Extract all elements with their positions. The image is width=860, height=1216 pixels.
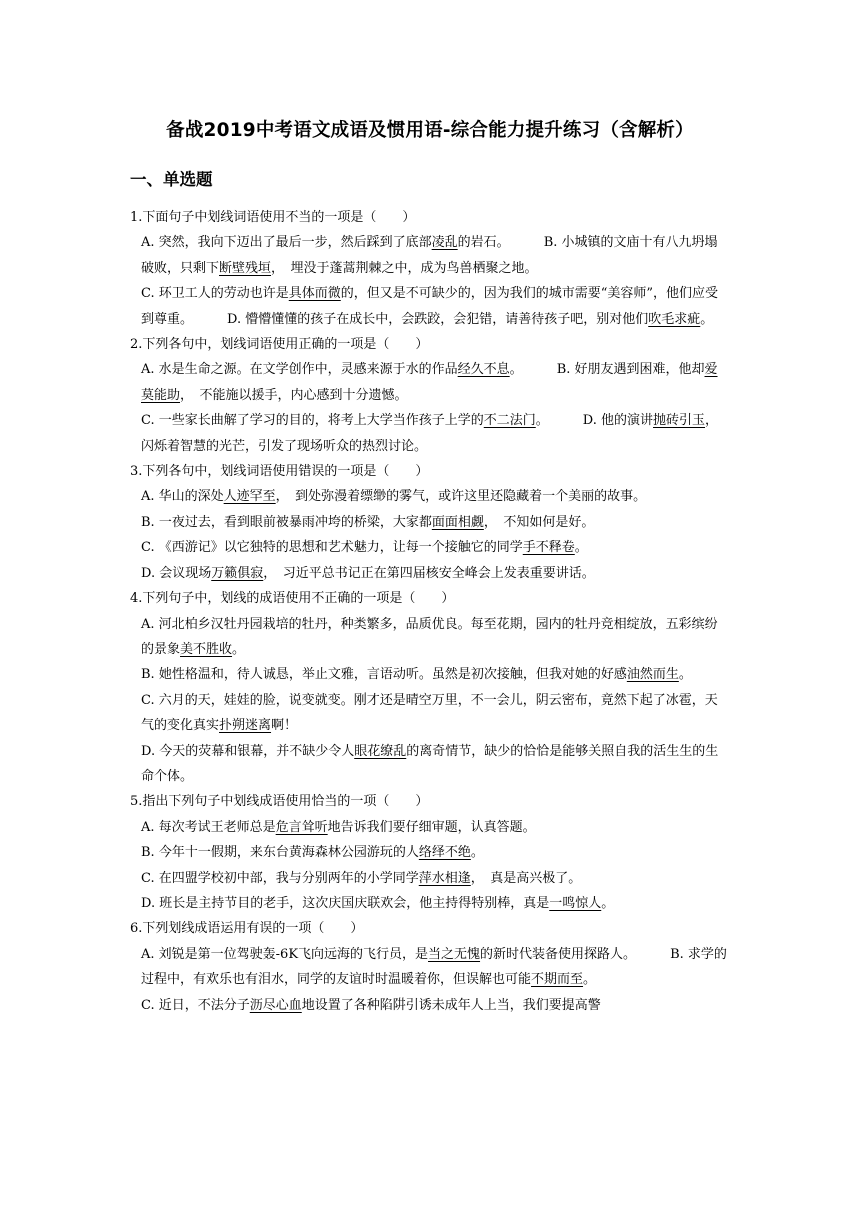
option-b-tail: 。: [583, 972, 597, 988]
option-c-tail: 啊！: [271, 718, 298, 734]
option-a-underlined: 当之无愧: [428, 946, 481, 962]
option-c: [141, 866, 730, 891]
option-a-underlined: 危言耸听: [275, 819, 328, 835]
question-1: [130, 205, 730, 332]
question-stem: 5.指出下列句子中划线成语使用恰当的一项（ ）: [130, 794, 429, 810]
option-b-tail: 。: [470, 845, 484, 861]
option-c-text: C. 近日，不法分子: [141, 997, 250, 1013]
option-b: [141, 510, 730, 535]
option-c-underlined: 不二法门: [483, 413, 536, 429]
option-c-text: C. 一些家长曲解了学习的目的，将考上大学当作孩子上学的: [141, 413, 484, 429]
option-c-text: C. 《西游记》以它独特的思想和艺术魅力，让每一个接触它的同学: [141, 540, 523, 556]
option-c-underlined: 扑朔迷离: [219, 718, 272, 734]
option-b-tail: ， 埋没于蓬蒿荆棘之中，成为鸟兽栖聚之地。: [271, 260, 538, 276]
option-d-text: D. 今天的荧幕和银幕，并不缺少令人: [141, 743, 355, 759]
option-a: [141, 612, 730, 663]
question-stem: 4.下列句子中，划线的成语使用不正确的一项是（ ）: [130, 591, 455, 607]
question-5: [130, 789, 730, 916]
option-d-underlined: 万籁俱寂: [211, 565, 264, 581]
option-a-tail: ， 到处弥漫着缥缈的雾气，或许这里还隐藏着一个美丽的故事。: [275, 489, 647, 505]
option-b-text: B. 小城镇的文庙十有八九坍塌破败，只剩下: [141, 235, 718, 276]
option-b-text: B. 好朋友遇到困难，他却: [556, 362, 705, 378]
option-a-text: A. 水是生命之源。在文学创作中，灵感来源于水的作品: [141, 362, 458, 378]
option-a-tail: 的新时代装备使用探路人。: [480, 946, 637, 962]
option-b-tail: ， 不能施以援手，内心感到十分遗憾。: [180, 387, 408, 403]
option-a-tail: 。: [232, 641, 246, 657]
question-list: [130, 205, 730, 1018]
option-c-underlined: 手不释卷: [522, 540, 575, 556]
option-d-text: D. 他的演讲: [582, 413, 654, 429]
option-b-underlined: 油然而生: [626, 667, 679, 683]
option-a-underlined: 经久不息: [457, 362, 510, 378]
option-d-tail: ， 闪烁着智慧的光芒，引发了现场听众的热烈讨论。: [141, 413, 725, 454]
question-stem: 1.下面句子中划线词语使用不当的一项是（ ）: [130, 210, 416, 225]
option-c-tail: 的，但又是不可缺少的，因为我们的城市需要“美容师”，他们应受到尊重。: [141, 286, 719, 327]
option-b-underlined: 爱莫能助: [141, 362, 718, 403]
option-d-text: D. 班长是主持节目的老手，这次庆国庆联欢会，他主持得特别棒，真是: [141, 895, 550, 911]
option-b-underlined: 络绎不绝: [418, 845, 471, 861]
option-d-text: D. 会议现场: [141, 565, 212, 581]
option-d-underlined: 吹毛求疵: [648, 311, 701, 327]
document-title: 备战2019中考语文成语及惯用语-综合能力提升练习（含解析）: [166, 120, 694, 141]
option-b: [141, 840, 730, 865]
option-a-underlined: 美不胜收: [180, 641, 233, 657]
option-b-underlined: 不期而至: [531, 972, 584, 988]
option-d-tail: 。: [601, 895, 615, 911]
option-d-text: D. 懵懵懂懂的孩子在成长中，会跌跤，会犯错，请善待孩子吧，别对他们: [227, 311, 649, 327]
option-d-underlined: 抛砖引玉: [653, 413, 706, 429]
option-group: [141, 230, 730, 281]
option-c-text: C. 在四盟学校初中部，我与分别两年的小学同学: [141, 870, 419, 886]
option-c: [141, 535, 730, 560]
question-6: [130, 916, 730, 1018]
option-a-text: A. 突然，我向下迈出了最后一步，然后踩到了底部: [141, 235, 432, 251]
option-b-underlined: 断壁残垣: [219, 260, 272, 276]
option-a-tail: 地告诉我们要仔细审题，认真答题。: [327, 819, 536, 835]
option-b-tail: 。: [678, 667, 692, 683]
option-b-text: B. 她性格温和，待人诚恳，举止文雅，言语动听。虽然是初次接触，但我对她的好感: [141, 667, 627, 683]
question-stem: 6.下列划线成语运用有误的一项（ ）: [130, 921, 364, 937]
option-group: [141, 357, 730, 408]
option-d-underlined: 一鸣惊人: [549, 895, 602, 911]
option-group: [141, 942, 730, 993]
option-d: [141, 739, 730, 790]
option-c: [141, 688, 730, 739]
option-d-tail: 。: [700, 311, 714, 327]
option-a-tail: 。: [509, 362, 523, 378]
option-b-text: B. 今年十一假期，来东台黄海森林公园游玩的人: [141, 845, 419, 861]
option-c-tail: 。: [574, 540, 588, 556]
option-c: [141, 993, 730, 1018]
option-d-tail: 的离奇情节，缺少的恰恰是能够关照自我的活生生的生命个体。: [141, 743, 719, 784]
option-b-text: B. 一夜过去，看到眼前被暴雨冲垮的桥梁，大家都: [141, 514, 432, 530]
option-group: [141, 281, 730, 332]
option-d-underlined: 眼花缭乱: [354, 743, 407, 759]
option-a-underlined: 人迹罕至: [223, 489, 276, 505]
option-b: [141, 662, 730, 687]
option-c-tail: ， 真是高兴极了。: [470, 870, 582, 886]
option-c-text: C. 环卫工人的劳动也许是: [141, 286, 289, 302]
option-a-text: A. 刘锐是第一位驾驶轰-6K飞向远海的飞行员，是: [141, 946, 429, 962]
option-a-text: A. 华山的深处: [141, 489, 224, 505]
question-stem: 2.下列各句中，划线词语使用正确的一项是（ ）: [130, 337, 429, 353]
option-a: [141, 815, 730, 840]
option-b-tail: ， 不知如何是好。: [483, 514, 595, 530]
option-c-underlined: 萍水相逢: [418, 870, 471, 886]
option-c-underlined: 具体而微: [288, 286, 341, 302]
option-a-text: A. 河北柏乡汉牡丹园栽培的牡丹，种类繁多，品质优良。每至花期，园内的牡丹竞相绽放，五彩缤纷的景象: [141, 616, 718, 657]
option-d: [141, 561, 730, 586]
option-c-tail: 地设置了各种陷阱引诱未成年人上当，我们要提高警: [301, 997, 601, 1013]
option-c-underlined: 沥尽心血: [249, 997, 302, 1013]
question-3: [130, 459, 730, 586]
option-d-tail: ， 习近平总书记正在第四届核安全峰会上发表重要讲话。: [263, 565, 595, 581]
question-stem: 3.下列各句中，划线词语使用错误的一项是（ ）: [130, 464, 429, 480]
option-a-underlined: 凌乱: [431, 235, 458, 251]
option-c-tail: 。: [535, 413, 549, 429]
option-d: [141, 891, 730, 916]
question-4: [130, 586, 730, 789]
option-c-text: C. 六月的天，娃娃的脸，说变就变。刚才还是晴空万里，不一会儿，阴云密布，竟然下起了冰雹，天气的变化真实: [141, 692, 718, 734]
option-a-text: A. 每次考试王老师总是: [141, 819, 276, 835]
question-2: [130, 332, 730, 459]
option-a: [141, 484, 730, 509]
option-b-underlined: 面面相觑: [431, 514, 484, 530]
option-group: [141, 408, 730, 459]
option-b-text: B. 求学的过程中，有欢乐也有泪水，同学的友谊时时温暖着你，但误解也可能: [141, 946, 727, 988]
option-a-tail: 的岩石。: [457, 235, 510, 251]
section-heading: 一、单选题: [130, 170, 213, 189]
